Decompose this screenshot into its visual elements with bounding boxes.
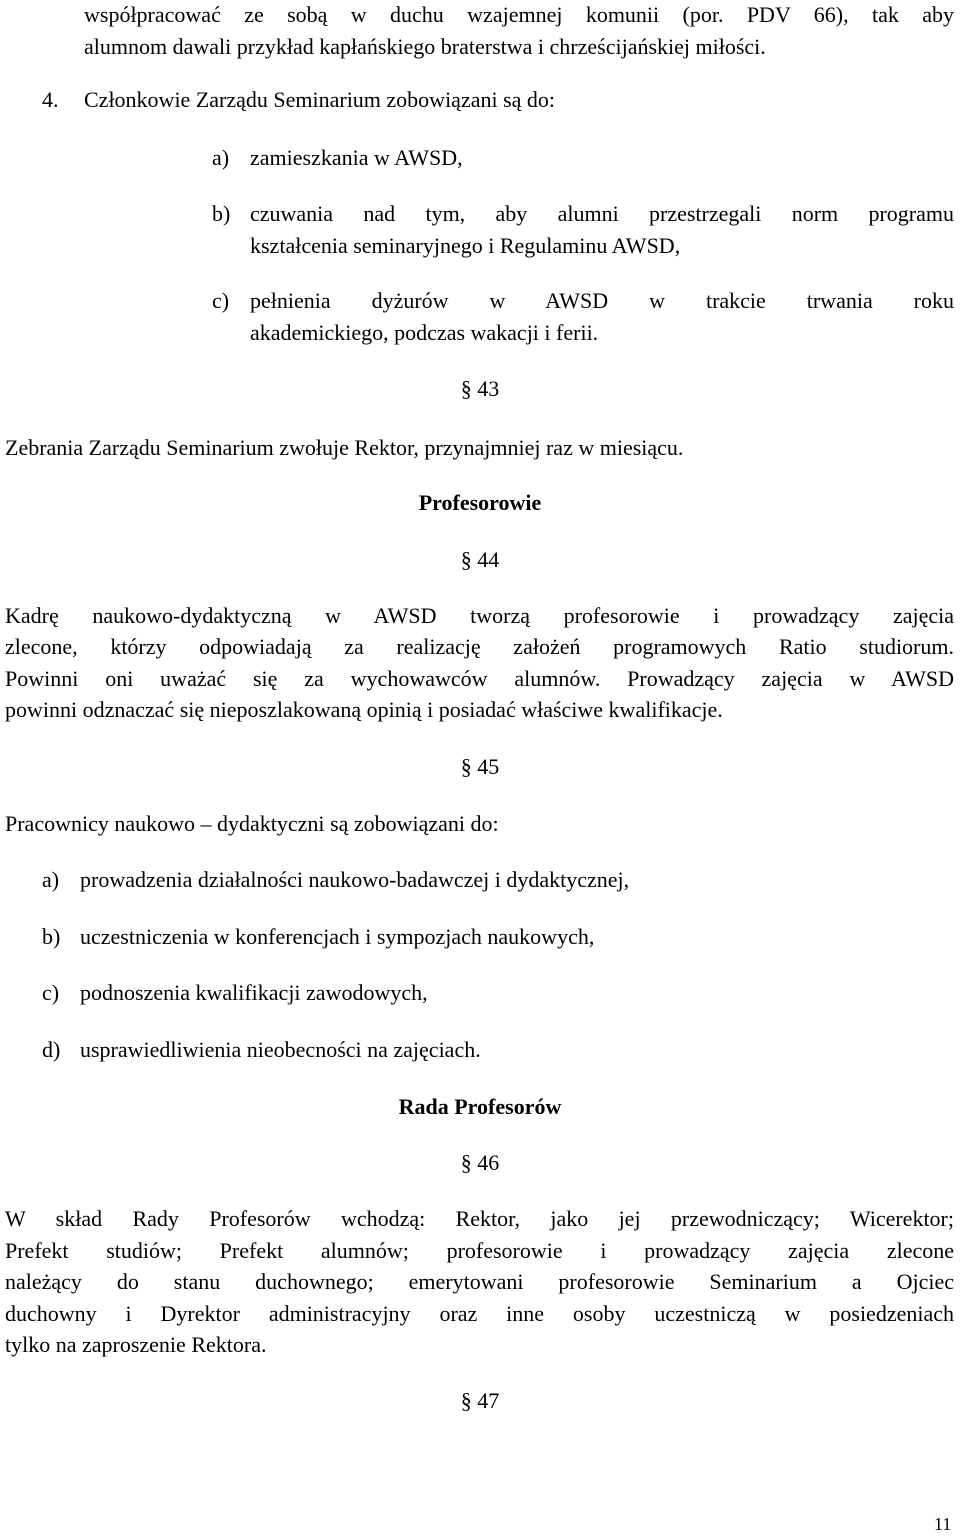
- point-4-item-b-line-1: czuwania nad tym, aby alumni przestrzegali norm programu: [250, 201, 954, 226]
- section-45-item-d-text: usprawiedliwienia nieobecności na zajęciach.: [80, 1037, 481, 1062]
- section-46-line-5: tylko na zaproszenie Rektora.: [5, 1332, 267, 1357]
- section-46-line-2: Prefekt studiów; Prefekt alumnów; profesorowie i prowadzący zajęcia zlecone: [5, 1238, 954, 1263]
- section-45-heading: § 45: [460, 754, 500, 779]
- section-44-heading: § 44: [460, 547, 500, 572]
- section-47-heading: § 47: [460, 1388, 500, 1413]
- section-45-item-d-label: d): [42, 1037, 61, 1062]
- point-4-item-c-label: c): [212, 288, 230, 313]
- section-44-line-3: Powinni oni uważać się za wychowawców alumnów. Prowadzący zajęcia w AWSD: [5, 666, 954, 691]
- section-45-item-a-text: prowadzenia działalności naukowo-badawczej i dydaktycznej,: [80, 867, 630, 892]
- section-46-heading: § 46: [460, 1150, 500, 1175]
- rada-profesorow-title: Rada Profesorów: [398, 1094, 562, 1119]
- section-45-item-c-text: podnoszenia kwalifikacji zawodowych,: [80, 980, 428, 1005]
- section-43-text: Zebrania Zarządu Seminarium zwołuje Rektor, przynajmniej raz w miesiącu.: [5, 435, 684, 460]
- point-4-item-a-label: a): [212, 145, 230, 170]
- point-4-item-c-line-2: akademickiego, podczas wakacji i ferii.: [250, 320, 599, 345]
- point-4-item-b-line-2: kształcenia seminaryjnego i Regulaminu AWSD,: [250, 233, 681, 258]
- intro-line-2: alumnom dawali przykład kapłańskiego braterstwa i chrześcijańskiej miłości.: [84, 34, 766, 59]
- section-44-line-1: Kadrę naukowo-dydaktyczną w AWSD tworzą profesorowie i prowadzący zajęcia: [5, 603, 954, 628]
- page-number: 11: [934, 1514, 952, 1534]
- intro-line-1: współpracować ze sobą w duchu wzajemnej komunii (por. PDV 66), tak aby: [84, 2, 954, 27]
- section-46-line-3: należący do stanu duchownego; emerytowani profesorowie Seminarium a Ojciec: [5, 1269, 954, 1294]
- profesorowie-title: Profesorowie: [418, 490, 542, 515]
- section-45-item-a-label: a): [42, 867, 60, 892]
- section-43-heading: § 43: [460, 376, 500, 401]
- point-4-item-c-line-1: pełnienia dyżurów w AWSD w trakcie trwania roku: [250, 288, 954, 313]
- section-46-line-4: duchowny i Dyrektor administracyjny oraz inne osoby uczestniczą w posiedzeniach: [5, 1301, 954, 1326]
- point-4-item-a-text: zamieszkania w AWSD,: [250, 145, 463, 170]
- section-45-intro: Pracownicy naukowo – dydaktyczni są zobowiązani do:: [5, 811, 499, 836]
- section-45-item-b-text: uczestniczenia w konferencjach i sympozjach naukowych,: [80, 924, 595, 949]
- section-46-line-1: W skład Rady Profesorów wchodzą: Rektor, jako jej przewodniczący; Wicerektor;: [5, 1206, 954, 1231]
- section-44-line-4: powinni odznaczać się nieposzlakowaną opinią i posiadać właściwe kwalifikacje.: [5, 697, 723, 722]
- point-4-text: Członkowie Zarządu Seminarium zobowiązani są do:: [84, 87, 556, 112]
- point-4-number: 4.: [42, 87, 59, 112]
- section-44-line-2: zlecone, którzy odpowiadają za realizację założeń programowych Ratio studiorum.: [5, 634, 954, 659]
- section-45-item-c-label: c): [42, 980, 60, 1005]
- section-45-item-b-label: b): [42, 924, 61, 949]
- point-4-item-b-label: b): [212, 201, 231, 226]
